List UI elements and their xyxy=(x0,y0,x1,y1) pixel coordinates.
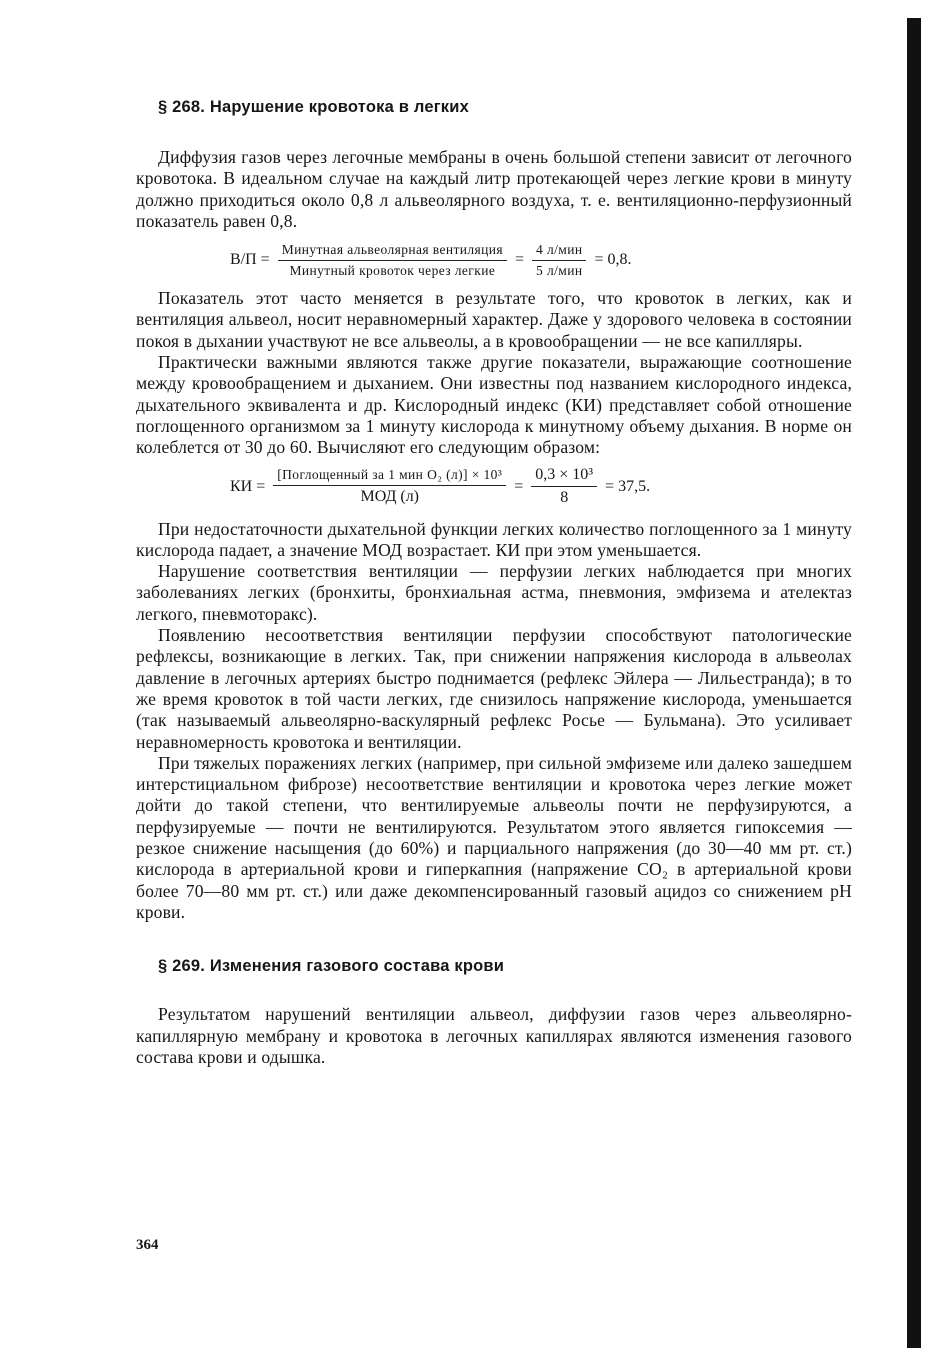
formula-ki-result: = 37,5. xyxy=(605,477,651,495)
formula-vp-equals: = xyxy=(515,251,525,269)
paragraph-mismatch: Нарушение соответствия вентиляции — перфузии легких наблюдается при многих заболеваниях легких (бронхиты, бронхиальная астма, пневмония, эмфизема и ателектаз легкого, пневмоторакс). xyxy=(136,561,852,624)
scan-edge-bar xyxy=(907,18,921,1348)
formula-vp-fraction-values xyxy=(532,242,586,279)
page-content xyxy=(136,98,852,1068)
paragraph-oxygen-index: Практически важными являются также другие показатели, выражающие соотношение между кровообращением и дыханием. Они известны под названием кислородного индекса, дыхательного эквивалента и др. Кислородный индекс (КИ) представляет собой отношение поглощенного организмом за 1 минуту кислорода к минутному объему дыхания. В норме он колеблется от 30 до 60. Вычисляют его следующим образом: xyxy=(136,352,852,458)
paragraph-reflexes: Появлению несоответствия вентиляции перфузии способствуют патологические рефлексы, возникающие в легких. Так, при снижении напряжения кислорода в альвеолах давление в легочных артериях быстро поднимается (рефлекс Эйлера — Лильестранда); в то же время кровоток в той части легких, где снизилось напряжение кислорода, уменьшается (так называемый альвеолярно-васкулярный рефлекс Росье — Бульмана). Это усиливает неравномерность кровотока и вентиляции. xyxy=(136,625,852,752)
paragraph-severe-lesions: При тяжелых поражениях легких (например, при сильной эмфиземе или далеко зашедшем интерстициальном фиброзе) несоответствие вентиляции и кровотока через легкие может дойти до такой степени, что вентилируемые альвеолы почти не перфузируются, а перфузируемые — почти не вентилируются. Результатом этого является гипоксемия — резкое снижение насыщения (до 60%) и парциального напряжения (до 30—40 мм рт. ст.) кислорода в артериальной крови и гиперкапния (напряжение CO₂ в артериальной крови более 70—80 мм рт. ст.) или даже декомпенсированный газовый ацидоз со снижением pH крови. xyxy=(136,752,852,922)
formula-ki-denominator-value: 8 xyxy=(560,489,569,507)
paragraph-diffusion: Диффузия газов через легочные мембраны в очень большой степени зависит от легочного кровотока. В идеальном случае на каждый литр протекающей через легкие крови в минуту должно приходиться около 0,8 л альвеолярного воздуха, т. е. вентиляционно-перфузионный показатель равен 0,8. xyxy=(136,147,852,231)
formula-vp-numerator-words: Минутная альвеолярная вентиляция xyxy=(278,242,507,261)
formula-vp xyxy=(136,236,852,284)
formula-ki-lhs: КИ = xyxy=(230,477,266,495)
formula-ki-numerator-value: 0,3 × 10³ xyxy=(531,466,597,487)
formula-ki-numerator-words: [Поглощенный за 1 мин O₂ (л)] × 10³ xyxy=(273,467,506,486)
formula-ki-fraction-words xyxy=(273,467,506,506)
formula-vp-numerator-value: 4 л/мин xyxy=(532,242,586,261)
formula-ki xyxy=(136,461,852,513)
formula-vp-fraction-words xyxy=(278,242,507,279)
formula-vp-result: = 0,8. xyxy=(594,251,632,269)
formula-vp-denominator-value: 5 л/мин xyxy=(536,262,583,278)
formula-vp-lhs: В/П = xyxy=(230,251,270,269)
formula-vp-denominator-words: Минутный кровоток через легкие xyxy=(289,262,496,278)
formula-ki-fraction-values xyxy=(531,466,597,507)
section-268-title: § 268. Нарушение кровотока в легких xyxy=(158,98,469,116)
section-269-title: § 269. Изменения газового состава крови xyxy=(158,957,505,976)
page-number: 364 xyxy=(136,1237,159,1253)
formula-ki-equals: = xyxy=(514,477,524,495)
paragraph-variability: Показатель этот часто меняется в результате того, что кровоток в легких, как и вентиляция альвеол, носит неравномерный характер. Даже у здорового человека в состоянии покоя в дыхании участвуют не все альвеолы, а в кровообращении — не все капилляры. xyxy=(136,288,852,351)
formula-ki-denominator-words: МОД (л) xyxy=(360,488,420,506)
paragraph-insufficiency: При недостаточности дыхательной функции легких количество поглощенного за 1 минуту кислорода падает, а значение МОД возрастает. КИ при этом уменьшается. xyxy=(136,518,852,560)
paragraph-blood-gas: Результатом нарушений вентиляции альвеол, диффузии газов через альвеолярно-капиллярную мембрану и кровотока в легочных капиллярах являются изменения газового состава крови и одышка. xyxy=(136,1004,852,1067)
